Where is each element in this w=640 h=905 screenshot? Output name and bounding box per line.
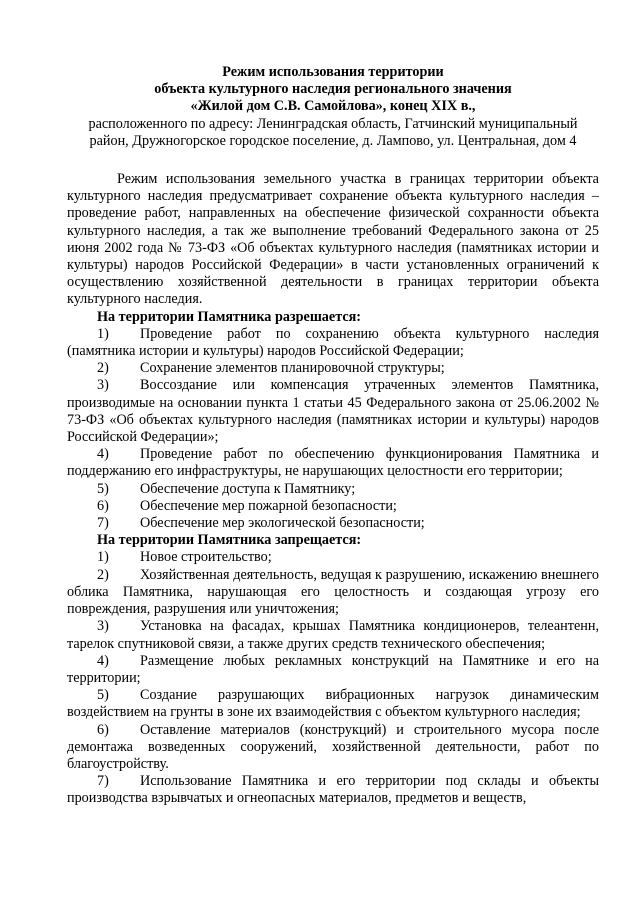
address-line: расположенного по адресу: Ленинградская область, Гатчинский муниципальный <box>88 115 578 132</box>
forbidden-list <box>67 549 599 807</box>
list-item <box>67 773 599 807</box>
item-number: 6) <box>97 721 109 738</box>
list-item <box>67 446 599 480</box>
document-address <box>67 116 599 150</box>
item-number: 1) <box>97 325 109 342</box>
item-text: Размещение любых рекламных конструкций на Памятнике и его на территории; <box>67 652 599 686</box>
allowed-list <box>67 326 599 532</box>
title-line: Режим использования территории <box>222 64 444 80</box>
item-text: Воссоздание или компенсация утраченных элементов Памятника, производимые на основании пункта 1 статьи 45 Федерального закона от 25.06.2002 № 73-ФЗ «Об объектах культурного наследия (памятниках истории и культуры) народов Российской Федерации»; <box>67 377 599 446</box>
spacer <box>67 150 599 171</box>
document-page <box>67 64 599 808</box>
item-number: 5) <box>97 687 109 704</box>
address-line: район, Дружногорское городское поселение, д. Лампово, ул. Центральная, дом 4 <box>89 132 577 149</box>
list-item <box>67 567 599 619</box>
forbidden-heading: На территории Памятника запрещается: <box>97 532 362 549</box>
item-text: Обеспечение мер экологической безопасности; <box>140 515 425 532</box>
title-line: объекта культурного наследия регионального значения <box>154 81 512 98</box>
list-item <box>67 722 599 774</box>
list-item <box>67 498 599 515</box>
allowed-heading: На территории Памятника разрешается: <box>97 308 362 325</box>
list-item <box>67 326 599 360</box>
list-item <box>67 549 599 566</box>
document-title <box>67 64 599 116</box>
item-number: 4) <box>97 446 109 463</box>
list-item <box>67 377 599 446</box>
item-number: 4) <box>97 652 109 669</box>
item-text: Использование Памятника и его территории под склады и объекты производства взрывчатых и огнеопасных материалов, предметов и веществ, <box>67 773 599 807</box>
item-number: 2) <box>97 566 109 583</box>
item-text: Проведение работ по сохранению объекта культурного наследия (памятника истории и культуры) народов Российской Федерации; <box>67 325 599 360</box>
list-item <box>67 653 599 687</box>
intro-paragraph: Режим использования земельного участка в границах территории объекта культурного наследия предусматривает сохранение объекта культурного наследия – проведение работ, направленных на обеспечение физической сохранности объекта культурного наследия, а так же выполнение требований Федерального закона от 25 июня 2002 года № 73-ФЗ «Об объектах культурного наследия (памятниках истории и культуры) народов Российской Федерации» в части установленных ограничений к осуществлению хозяйственной деятельности в границах территории объекта культурного наследия. <box>67 171 599 308</box>
item-number: 2) <box>97 360 109 377</box>
item-number: 6) <box>97 497 109 514</box>
list-item <box>67 481 599 498</box>
title-line: «Жилой дом С.В. Самойлова», конец XIX в., <box>190 98 476 115</box>
item-text: Установка на фасадах, крышах Памятника кондиционеров, телеантенн, тарелок спутниковой связи, а также других средств технического обеспечения; <box>67 618 599 652</box>
item-text: Новое строительство; <box>140 549 272 566</box>
item-text: Хозяйственная деятельность, ведущая к разрушению, искажению внешнего облика Памятника, нарушающая его целостность и создающая угрозу его повреждения, разрушения или уничтожения; <box>67 566 599 618</box>
item-number: 7) <box>97 515 109 532</box>
item-number: 1) <box>97 549 109 566</box>
list-item <box>67 618 599 652</box>
list-item <box>67 687 599 721</box>
list-item <box>67 360 599 377</box>
item-number: 3) <box>97 377 109 394</box>
item-text: Создание разрушающих вибрационных нагрузок динамическим воздействием на грунты в зоне их взаимодействия с объектом культурного наследия; <box>67 687 599 721</box>
list-item <box>67 515 599 532</box>
item-number: 3) <box>97 618 109 635</box>
item-text: Проведение работ по обеспечению функционирования Памятника и поддержанию его инфраструктуры, не нарушающих целостности его территории; <box>67 446 599 480</box>
item-number: 5) <box>97 480 109 497</box>
item-text: Сохранение элементов планировочной структуры; <box>140 360 445 377</box>
item-text: Обеспечение доступа к Памятнику; <box>140 480 356 497</box>
item-text: Оставление материалов (конструкций) и строительного мусора после демонтажа возведенных сооружений, хозяйственной деятельности, работ по благоустройству. <box>67 721 599 772</box>
item-number: 7) <box>97 773 109 790</box>
item-text: Обеспечение мер пожарной безопасности; <box>140 497 397 514</box>
